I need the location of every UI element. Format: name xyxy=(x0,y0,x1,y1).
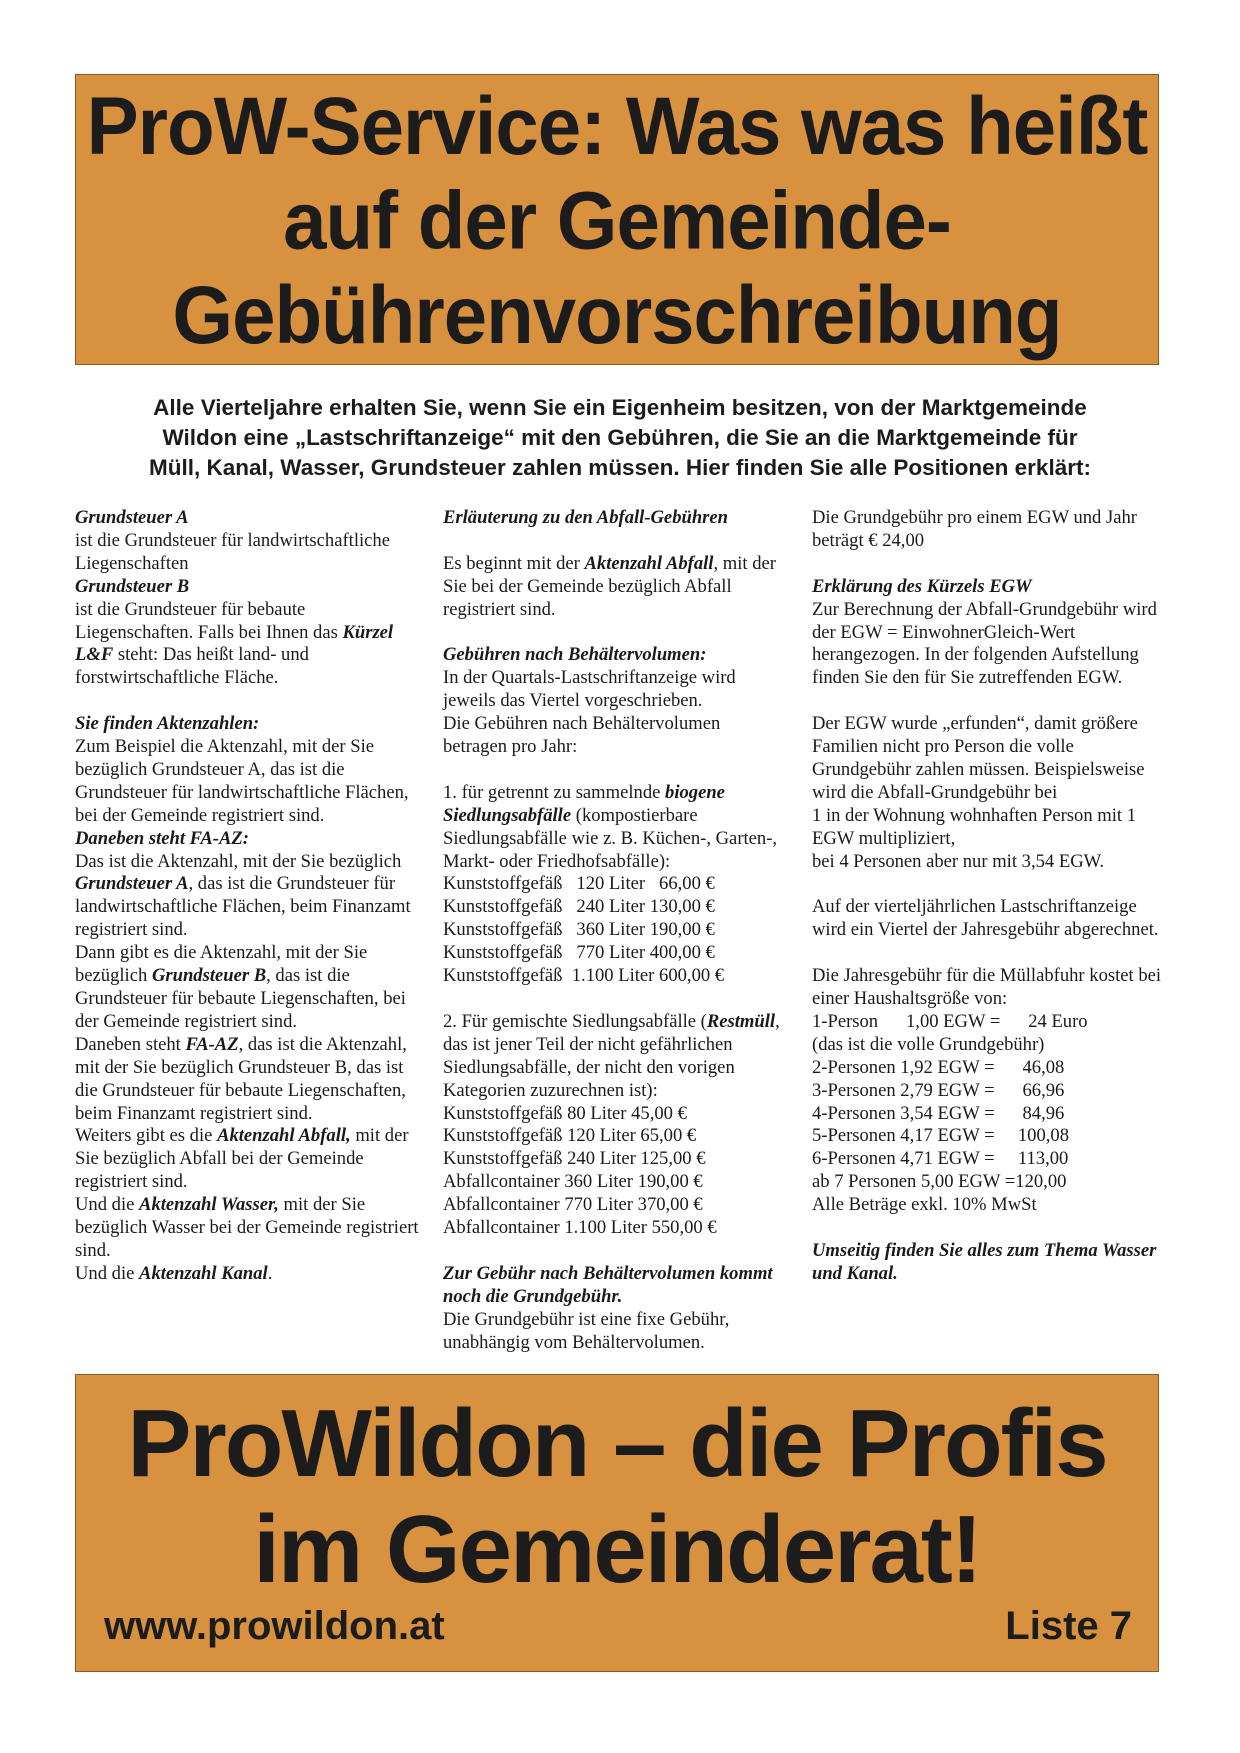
paragraph: Auf der vierteljährlichen Lastschriftanzeige wird ein Viertel der Jahresgebühr abgerechnet. xyxy=(812,896,1159,941)
website-url[interactable]: www.prowildon.at xyxy=(104,1604,445,1648)
paragraph xyxy=(75,851,420,943)
paragraph xyxy=(75,1125,420,1194)
paragraph: Die Jahresgebühr für die Müllabfuhr kostet bei einer Haushaltsgröße von: xyxy=(812,965,1162,1009)
title-line-2: auf der Gemeinde- xyxy=(283,174,951,267)
section-heading: Daneben steht FA-AZ: xyxy=(75,827,249,849)
text: . xyxy=(267,1262,273,1284)
text: steht: Das heißt land- und forstwirtschaftliche Fläche. xyxy=(75,644,309,689)
text: , das ist jener Teil der nicht gefährlichen Siedlungsabfälle, der nicht den vorigen Kategorien zuzurechnen ist): xyxy=(443,1010,780,1101)
column-abfall xyxy=(443,507,788,1354)
section-heading: Gebühren nach Behältervolumen: xyxy=(443,644,707,666)
paragraph xyxy=(75,1034,420,1126)
column-egw xyxy=(812,507,1162,1286)
price-row: Kunststoffgefäß 770 Liter 400,00 € xyxy=(443,942,715,964)
section-heading: Grundsteuer A xyxy=(75,507,189,528)
fee-row: ab 7 Personen 5,00 EGW =120,00 xyxy=(812,1171,1067,1193)
text: Und die xyxy=(75,1262,140,1284)
paragraph xyxy=(75,1194,420,1263)
fee-row: 6-Personen 4,71 EGW = 113,00 xyxy=(812,1148,1069,1170)
paragraph: bei 4 Personen aber nur mit 3,54 EGW. xyxy=(812,850,1105,872)
fee-row: 2-Personen 1,92 EGW = 46,08 xyxy=(812,1056,1065,1078)
fee-row: 3-Personen 2,79 EGW = 66,96 xyxy=(812,1079,1065,1101)
text: , das ist die Grundsteuer für bebaute Liegenschaften, bei der Gemeinde registriert sind. xyxy=(75,965,406,1032)
list-number: Liste 7 xyxy=(1005,1604,1132,1648)
section-heading: Erklärung des Kürzels EGW xyxy=(812,575,1032,597)
emphasis: Kürzel L&F xyxy=(75,621,394,666)
price-row: Kunststoffgefäß 240 Liter 130,00 € xyxy=(443,896,715,918)
intro-line-3: Müll, Kanal, Wasser, Grundsteuer zahlen müssen. Hier finden Sie alle Positionen erklärt: xyxy=(149,455,1091,480)
price-row: Abfallcontainer 770 Liter 370,00 € xyxy=(443,1194,703,1216)
header-banner xyxy=(75,74,1159,365)
paragraph: ist die Grundsteuer für landwirtschaftliche Liegenschaften xyxy=(75,529,390,574)
price-row: Abfallcontainer 1.100 Liter 550,00 € xyxy=(443,1217,717,1239)
section-heading: Zur Gebühr nach Behältervolumen kommt noch die Grundgebühr. xyxy=(443,1262,773,1307)
paragraph: 1 in der Wohnung wohnhaften Person mit 1 EGW multipliziert, xyxy=(812,804,1137,849)
paragraph xyxy=(75,1263,420,1286)
title-line-1: ProW-Service: Was was heißt xyxy=(86,79,1148,172)
emphasis: Aktenzahl Abfall, xyxy=(217,1125,351,1147)
intro-line-1: Alle Vierteljahre erhalten Sie, wenn Sie ein Eigenheim besitzen, von der Marktgemeinde xyxy=(153,395,1087,420)
slogan-line-1: ProWildon – die Profis xyxy=(127,1390,1107,1497)
text: mit der Sie bezüglich Wasser bei der Gemeinde registriert sind. xyxy=(75,1194,419,1261)
text: Weiters gibt es die xyxy=(75,1125,218,1147)
slogan xyxy=(76,1375,1158,1603)
paragraph xyxy=(443,553,788,622)
closing-note: Umseitig finden Sie alles zum Thema Wasser und Kanal. xyxy=(812,1239,1157,1284)
emphasis: Grundsteuer B xyxy=(151,965,267,987)
emphasis: biogene Siedlungsabfälle xyxy=(443,781,725,826)
footer-banner xyxy=(75,1374,1159,1672)
emphasis: Aktenzahl Wasser, xyxy=(139,1194,279,1216)
intro-line-2: Wildon eine „Lastschriftanzeige“ mit den Gebühren, die Sie an die Marktgemeinde für xyxy=(162,425,1078,450)
text: (kompostierbare Siedlungsabfälle wie z. B. Küchen-, Garten-, Markt- oder Friedhofsabfälle): xyxy=(443,804,778,872)
fee-row: 1-Person 1,00 EGW = 24 Euro xyxy=(812,1010,1088,1032)
section-heading: Erläuterung zu den Abfall-Gebühren xyxy=(443,507,728,528)
emphasis: Grundsteuer A xyxy=(75,873,189,895)
text: Und die xyxy=(75,1194,140,1216)
paragraph: Zur Berechnung der Abfall-Grundgebühr wird der EGW = EinwohnerGleich-Wert herangezogen. In der folgenden Aufstellung finden Sie den für Sie zutreffenden EGW. xyxy=(812,598,1157,689)
fee-row: 4-Personen 3,54 EGW = 84,96 xyxy=(812,1102,1065,1124)
paragraph: Der EGW wurde „erfunden“, damit größere Familien nicht pro Person die volle Grundgebühr zahlen müssen. Beispielsweise wird die Abfall-Grundgebühr bei xyxy=(812,713,1145,803)
text: , das ist die Grundsteuer für landwirtschaftliche Flächen, beim Finanzamt registriert sind. xyxy=(75,873,411,941)
price-row: Kunststoffgefäß 120 Liter 65,00 € xyxy=(443,1125,697,1147)
price-row: Kunststoffgefäß 80 Liter 45,00 € xyxy=(443,1102,687,1124)
paragraph xyxy=(443,1011,788,1103)
paragraph xyxy=(443,782,788,874)
fee-row: Alle Beträge exkl. 10% MwSt xyxy=(812,1194,1037,1216)
emphasis: FA-AZ xyxy=(185,1033,239,1055)
paragraph: Die Grundgebühr ist eine fixe Gebühr, unabhängig vom Behältervolumen. xyxy=(443,1308,730,1353)
text: Es beginnt mit der xyxy=(443,552,585,574)
price-row: Abfallcontainer 360 Liter 190,00 € xyxy=(443,1171,703,1193)
fee-row: (das ist die volle Grundgebühr) xyxy=(812,1033,1045,1055)
text: , mit der Sie bei der Gemeinde bezüglich Abfall registriert sind. xyxy=(443,552,776,620)
price-row: Kunststoffgefäß 120 Liter 66,00 € xyxy=(443,873,715,895)
paragraph: In der Quartals-Lastschriftanzeige wird jeweils das Viertel vorgeschrieben. xyxy=(443,667,736,712)
text: Das ist die Aktenzahl, mit der Sie bezüglich xyxy=(75,850,402,872)
text: 1. für getrennt zu sammelnde xyxy=(443,781,666,803)
paragraph: Zum Beispiel die Aktenzahl, mit der Sie bezüglich Grundsteuer A, das ist die Grundsteuer für landwirtschaftliche Flächen, bei der Gemeinde registriert sind. xyxy=(75,736,409,826)
text: ist die Grundsteuer für bebaute Liegenschaften. Falls bei Ihnen das xyxy=(75,598,338,643)
paragraph: Die Grundgebühr pro einem EGW und Jahr beträgt € 24,00 xyxy=(812,507,1137,551)
text: Daneben steht xyxy=(75,1033,186,1055)
section-heading: Grundsteuer B xyxy=(75,575,190,597)
emphasis: Aktenzahl Abfall xyxy=(584,552,714,574)
text: Dann gibt es die Aktenzahl, mit der Sie bezüglich xyxy=(75,942,368,987)
fee-row: 5-Personen 4,17 EGW = 100,08 xyxy=(812,1125,1069,1147)
emphasis: Restmüll xyxy=(706,1010,776,1032)
text: mit der Sie bezüglich Abfall bei der Gemeinde registriert sind. xyxy=(75,1125,409,1193)
slogan-line-2: im Gemeinderat! xyxy=(253,1496,981,1603)
page-title xyxy=(76,68,1158,362)
title-line-3: Gebührenvorschreibung xyxy=(172,268,1062,361)
paragraph xyxy=(75,599,420,691)
column-grundsteuer xyxy=(75,507,420,1286)
price-row: Kunststoffgefäß 360 Liter 190,00 € xyxy=(443,919,715,941)
intro-paragraph xyxy=(90,393,1150,483)
price-row: Kunststoffgefäß 1.100 Liter 600,00 € xyxy=(443,965,725,987)
price-row: Kunststoffgefäß 240 Liter 125,00 € xyxy=(443,1148,706,1170)
paragraph: Die Gebühren nach Behältervolumen betragen pro Jahr: xyxy=(443,713,721,758)
section-heading: Sie finden Aktenzahlen: xyxy=(75,713,260,735)
text: , das ist die Aktenzahl, mit der Sie bezüglich Grundsteuer B, das ist die Grundsteuer für bebaute Liegenschaften, beim Finanzamt registriert sind. xyxy=(75,1033,407,1124)
text: 2. Für gemischte Siedlungsabfälle ( xyxy=(443,1010,707,1032)
paragraph xyxy=(75,942,420,1034)
emphasis: Aktenzahl Kanal xyxy=(139,1262,268,1284)
